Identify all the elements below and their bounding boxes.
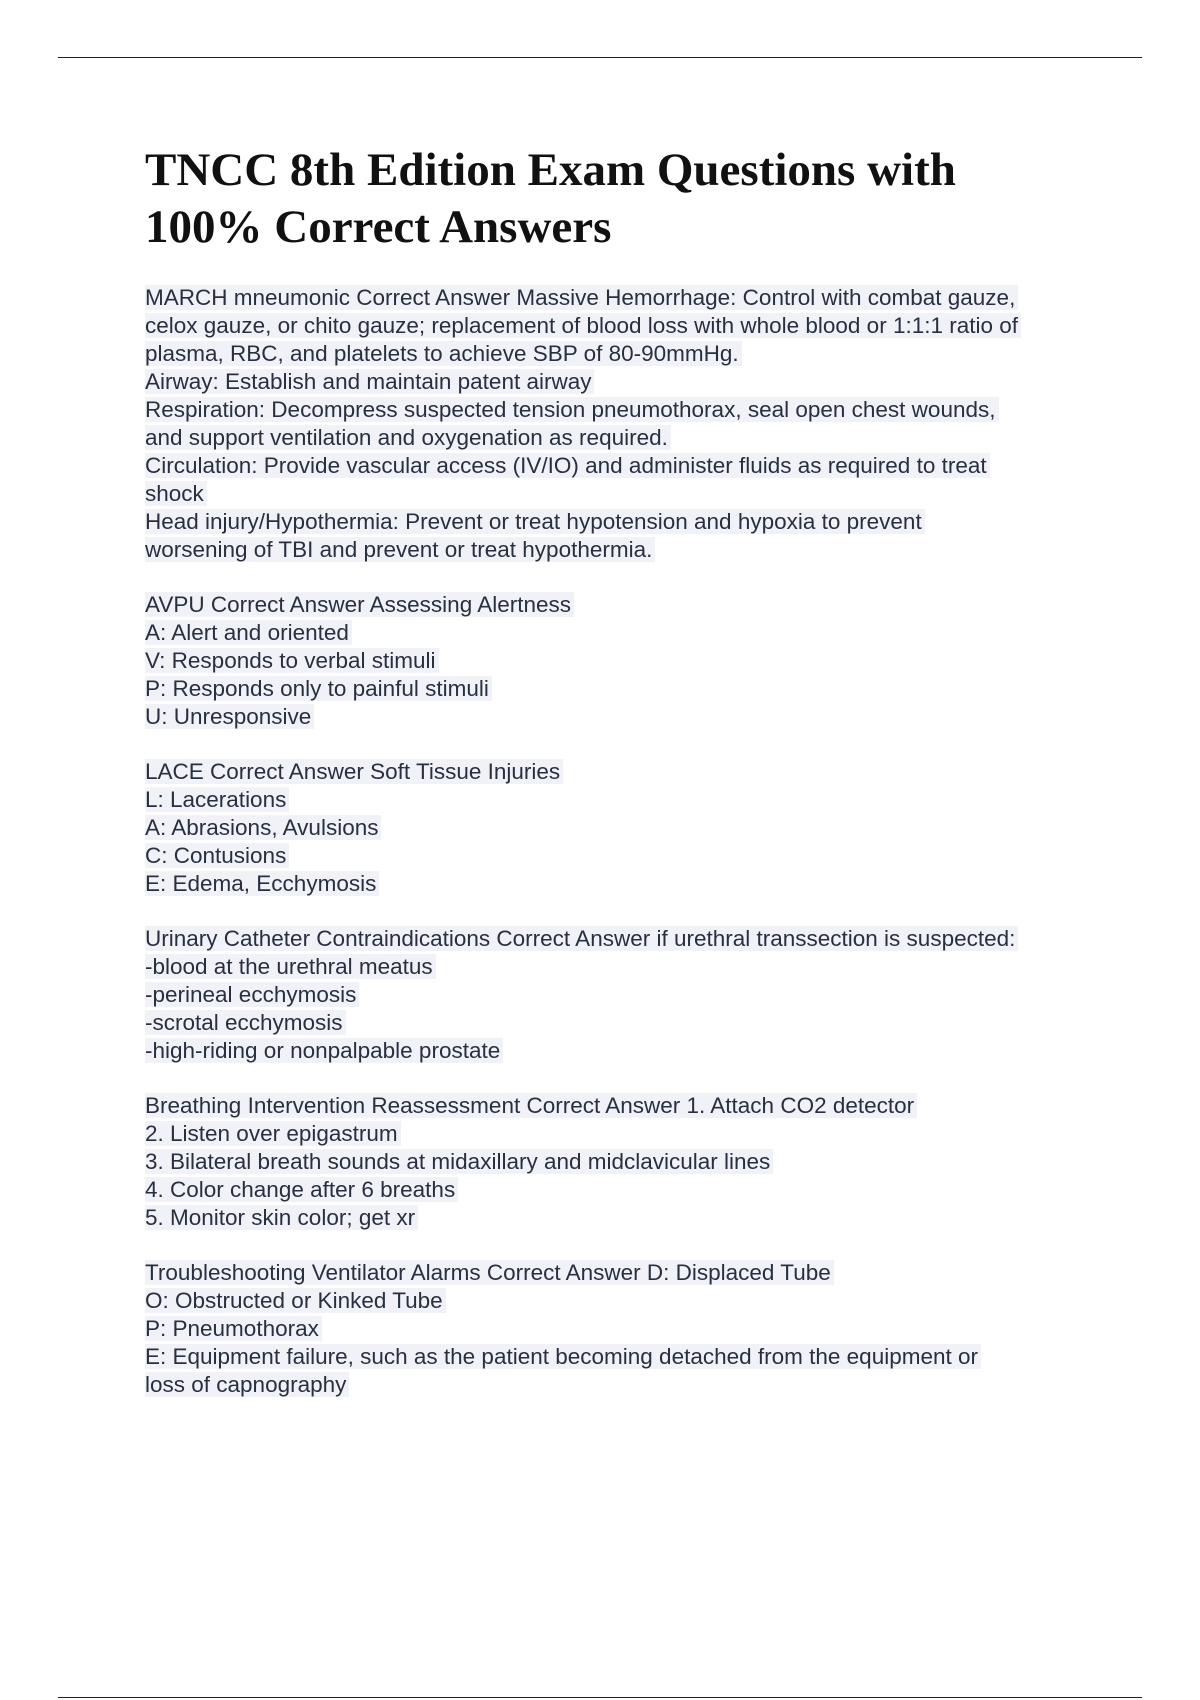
qa-question-line (145, 1259, 1095, 1287)
qa-answer-line (145, 536, 1095, 564)
top-rule (58, 57, 1142, 58)
text-line: celox gauze, or chito gauze; replacement of blood loss with whole blood or 1:1:1 ratio of (145, 313, 1021, 338)
qa-answer-line (145, 1287, 1095, 1315)
qa-answer-line (145, 814, 1095, 842)
text-line: LACE Correct Answer Soft Tissue Injuries (145, 759, 563, 784)
qa-answer-line (145, 480, 1095, 508)
qa-answer-line (145, 1120, 1095, 1148)
page-title (145, 142, 1105, 256)
qa-answer-line (145, 1037, 1095, 1065)
text-line: 2. Listen over epigastrum (145, 1121, 401, 1146)
qa-answer-line (145, 340, 1095, 368)
text-line: worsening of TBI and prevent or treat hypothermia. (145, 537, 655, 562)
qa-answer-line (145, 703, 1095, 731)
qa-answer-line (145, 1315, 1095, 1343)
qa-answer-line (145, 1148, 1095, 1176)
text-line: L: Lacerations (145, 787, 289, 812)
text-line: shock (145, 481, 207, 506)
qa-question-line (145, 284, 1095, 312)
text-line: AVPU Correct Answer Assessing Alertness (145, 592, 574, 617)
qa-answer-line (145, 953, 1095, 981)
text-line: E: Edema, Ecchymosis (145, 871, 379, 896)
qa-question-line (145, 925, 1095, 953)
qa-answer-line (145, 424, 1095, 452)
qa-block (145, 1259, 1095, 1399)
qa-answer-line (145, 396, 1095, 424)
text-line: 4. Color change after 6 breaths (145, 1177, 458, 1202)
text-line: loss of capnography (145, 1372, 349, 1397)
text-line: P: Pneumothorax (145, 1316, 322, 1341)
text-line: -perineal ecchymosis (145, 982, 359, 1007)
qa-block (145, 925, 1095, 1065)
qa-answer-line (145, 786, 1095, 814)
qa-answer-line (145, 1204, 1095, 1232)
text-line: A: Abrasions, Avulsions (145, 815, 381, 840)
qa-answer-line (145, 1009, 1095, 1037)
text-line: -blood at the urethral meatus (145, 954, 436, 979)
qa-answer-line (145, 842, 1095, 870)
qa-question-line (145, 591, 1095, 619)
qa-block (145, 1092, 1095, 1232)
text-line: Breathing Intervention Reassessment Correct Answer 1. Attach CO2 detector (145, 1093, 917, 1118)
text-line: Troubleshooting Ventilator Alarms Correct Answer D: Displaced Tube (145, 1260, 834, 1285)
qa-answer-line (145, 452, 1095, 480)
text-line: E: Equipment failure, such as the patient becoming detached from the equipment or (145, 1344, 981, 1369)
qa-answer-line (145, 368, 1095, 396)
qa-question-line (145, 1092, 1095, 1120)
text-line: U: Unresponsive (145, 704, 314, 729)
qa-block (145, 591, 1095, 731)
text-line: 5. Monitor skin color; get xr (145, 1205, 418, 1230)
qa-answer-line (145, 1343, 1095, 1371)
page-title-line-1: TNCC 8th Edition Exam Questions with (145, 144, 956, 196)
text-line: Respiration: Decompress suspected tension pneumothorax, seal open chest wounds, (145, 397, 999, 422)
qa-block (145, 284, 1095, 564)
qa-answer-line (145, 508, 1095, 536)
qa-answer-line (145, 619, 1095, 647)
text-line: O: Obstructed or Kinked Tube (145, 1288, 446, 1313)
text-line: A: Alert and oriented (145, 620, 352, 645)
qa-answer-line (145, 870, 1095, 898)
qa-block (145, 758, 1095, 898)
qa-question-line (145, 758, 1095, 786)
text-line: 3. Bilateral breath sounds at midaxillary and midclavicular lines (145, 1149, 773, 1174)
text-line: -high-riding or nonpalpable prostate (145, 1038, 503, 1063)
text-line: Circulation: Provide vascular access (IV/IO) and administer fluids as required to treat (145, 453, 990, 478)
text-line: plasma, RBC, and platelets to achieve SBP of 80-90mmHg. (145, 341, 742, 366)
text-line: and support ventilation and oxygenation as required. (145, 425, 671, 450)
page-title-line-2: 100% Correct Answers (145, 201, 612, 253)
text-line: -scrotal ecchymosis (145, 1010, 346, 1035)
text-line: Head injury/Hypothermia: Prevent or treat hypotension and hypoxia to prevent (145, 509, 925, 534)
text-line: C: Contusions (145, 843, 289, 868)
text-line: V: Responds to verbal stimuli (145, 648, 439, 673)
qa-answer-line (145, 647, 1095, 675)
qa-answer-line (145, 1371, 1095, 1399)
qa-answer-line (145, 675, 1095, 703)
bottom-rule (58, 1697, 1142, 1698)
qa-answer-line (145, 312, 1095, 340)
document-body (145, 284, 1095, 1426)
text-line: Urinary Catheter Contraindications Correct Answer if urethral transsection is suspected: (145, 926, 1018, 951)
text-line: MARCH mneumonic Correct Answer Massive Hemorrhage: Control with combat gauze, (145, 285, 1018, 310)
text-line: Airway: Establish and maintain patent airway (145, 369, 594, 394)
text-line: P: Responds only to painful stimuli (145, 676, 492, 701)
qa-answer-line (145, 1176, 1095, 1204)
qa-answer-line (145, 981, 1095, 1009)
